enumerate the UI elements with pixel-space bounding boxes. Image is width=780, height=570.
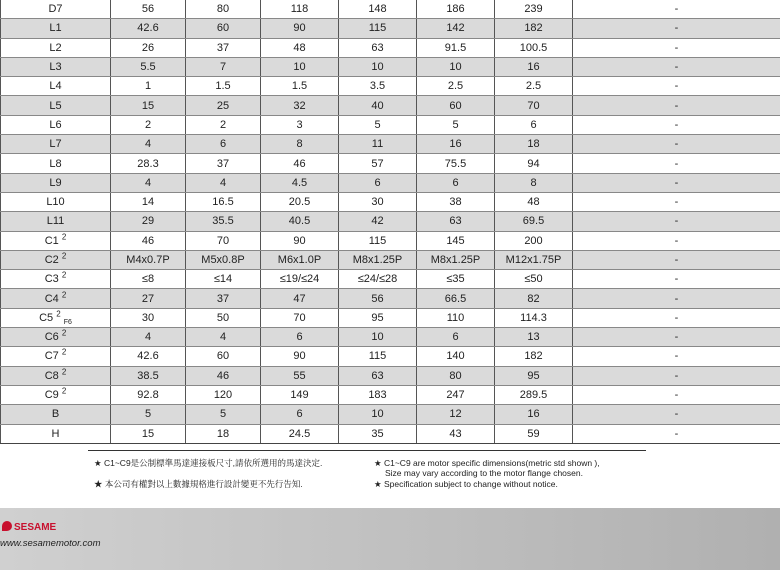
table-cell: - xyxy=(573,115,780,134)
table-cell: 28.3 xyxy=(111,154,186,173)
table-cell: 118 xyxy=(261,0,339,19)
row-label xyxy=(1,405,111,424)
table-cell: 140 xyxy=(417,347,495,366)
row-label xyxy=(1,77,111,96)
table-cell: - xyxy=(573,38,780,57)
row-label xyxy=(1,192,111,211)
row-label xyxy=(1,0,111,19)
table-cell: ≤19/≤24 xyxy=(261,270,339,289)
table-cell: 46 xyxy=(111,231,186,250)
table-cell: - xyxy=(573,289,780,308)
row-label xyxy=(1,289,111,308)
row-label-text: H xyxy=(51,427,60,440)
table-cell: 2 xyxy=(186,115,261,134)
row-label xyxy=(1,231,111,250)
table-row xyxy=(1,192,780,211)
table-cell: - xyxy=(573,366,780,385)
row-label xyxy=(1,308,111,327)
table-cell: 4 xyxy=(111,173,186,192)
table-cell: 42.6 xyxy=(111,347,186,366)
row-label-text: C5 xyxy=(39,311,54,324)
table-cell: 50 xyxy=(186,308,261,327)
table-cell: 18 xyxy=(495,135,573,154)
table-cell: 183 xyxy=(339,385,417,404)
table-cell: 4 xyxy=(111,135,186,154)
table-cell: - xyxy=(573,385,780,404)
table-cell: 32 xyxy=(261,96,339,115)
table-cell: 239 xyxy=(495,0,573,19)
table-cell: - xyxy=(573,192,780,211)
table-cell: 10 xyxy=(339,57,417,76)
table-cell: 10 xyxy=(261,57,339,76)
table-row xyxy=(1,250,780,269)
table-cell: 25 xyxy=(186,96,261,115)
row-label-text: C7 xyxy=(44,350,59,363)
table-cell: 5.5 xyxy=(111,57,186,76)
row-label xyxy=(1,212,111,231)
table-cell: 5 xyxy=(111,405,186,424)
table-cell: 63 xyxy=(417,212,495,231)
table-cell: 1.5 xyxy=(261,77,339,96)
table-cell: 145 xyxy=(417,231,495,250)
table-cell: 115 xyxy=(339,231,417,250)
table-cell: 15 xyxy=(111,424,186,443)
table-cell: 57 xyxy=(339,154,417,173)
table-cell: 29 xyxy=(111,212,186,231)
table-cell: 16.5 xyxy=(186,192,261,211)
table-cell: M12x1.75P xyxy=(495,250,573,269)
table-row xyxy=(1,212,780,231)
row-label-text: D7 xyxy=(48,3,63,16)
row-label-text: C9 xyxy=(44,389,59,402)
table-cell: 26 xyxy=(111,38,186,57)
table-cell: 18 xyxy=(186,424,261,443)
table-cell: 14 xyxy=(111,192,186,211)
row-label-text: C4 xyxy=(44,292,59,305)
table-cell: - xyxy=(573,173,780,192)
table-row xyxy=(1,328,780,347)
row-label xyxy=(1,250,111,269)
row-label-text: C2 xyxy=(44,254,59,266)
website-link[interactable]: www.sesamemotor.com xyxy=(0,538,101,549)
table-cell: ≤24/≤28 xyxy=(339,270,417,289)
table-row xyxy=(1,231,780,250)
row-label xyxy=(1,38,111,57)
table-cell: 70 xyxy=(495,96,573,115)
table-cell: 120 xyxy=(186,385,261,404)
table-cell: 3.5 xyxy=(339,77,417,96)
row-label-text: L2 xyxy=(49,41,62,54)
row-label-superscript: 2 xyxy=(61,386,67,396)
table-cell: 40 xyxy=(339,96,417,115)
row-label-text: B xyxy=(51,408,60,421)
table-cell: 247 xyxy=(417,385,495,404)
table-cell: 56 xyxy=(111,0,186,19)
table-cell: 6 xyxy=(417,173,495,192)
table-cell: - xyxy=(573,77,780,96)
table-cell: 182 xyxy=(495,347,573,366)
row-label xyxy=(1,424,111,443)
table-cell: M6x1.0P xyxy=(261,250,339,269)
row-label xyxy=(1,173,111,192)
table-cell: ≤35 xyxy=(417,270,495,289)
table-cell: 42.6 xyxy=(111,19,186,38)
table-cell: 2 xyxy=(111,115,186,134)
table-cell: - xyxy=(573,308,780,327)
table-row xyxy=(1,135,780,154)
row-label-superscript: 2 xyxy=(61,289,67,299)
table-cell: M8x1.25P xyxy=(339,250,417,269)
table-cell: 66.5 xyxy=(417,289,495,308)
table-cell: 30 xyxy=(111,308,186,327)
row-label xyxy=(1,135,111,154)
row-label-text: L7 xyxy=(49,138,62,151)
table-cell: 186 xyxy=(417,0,495,19)
table-cell: 70 xyxy=(261,308,339,327)
table-cell: 48 xyxy=(495,192,573,211)
table-cell: 35.5 xyxy=(186,212,261,231)
row-label-text: L8 xyxy=(49,157,62,170)
table-row xyxy=(1,77,780,96)
table-row xyxy=(1,154,780,173)
table-cell: 63 xyxy=(339,366,417,385)
row-label-superscript: 2 xyxy=(61,270,67,280)
row-label-text: L5 xyxy=(49,99,62,112)
table-cell: 5 xyxy=(339,115,417,134)
table-row xyxy=(1,173,780,192)
table-cell: 5 xyxy=(417,115,495,134)
table-row xyxy=(1,38,780,57)
row-label xyxy=(1,270,111,289)
table-row xyxy=(1,57,780,76)
row-label-text: C6 xyxy=(44,331,59,344)
table-cell: 6 xyxy=(495,115,573,134)
table-cell: 80 xyxy=(186,0,261,19)
table-row xyxy=(1,0,780,19)
table-cell: 10 xyxy=(339,328,417,347)
table-cell: - xyxy=(573,250,780,269)
table-cell: 92.8 xyxy=(111,385,186,404)
row-label xyxy=(1,347,111,366)
note-zh-1: ★ C1~C9是公制標準馬達連接板尺寸,請依所選用的馬達決定. xyxy=(94,458,323,468)
row-label-text: L10 xyxy=(46,196,65,209)
table-cell: - xyxy=(573,424,780,443)
table-cell: 80 xyxy=(417,366,495,385)
table-row xyxy=(1,115,780,134)
row-label xyxy=(1,57,111,76)
table-cell: 55 xyxy=(261,366,339,385)
table-cell: 59 xyxy=(495,424,573,443)
table-cell: 42 xyxy=(339,212,417,231)
row-label xyxy=(1,19,111,38)
table-cell: 114.3 xyxy=(495,308,573,327)
table-row xyxy=(1,270,780,289)
table-cell: 94 xyxy=(495,154,573,173)
table-cell: 4 xyxy=(111,328,186,347)
table-cell: 46 xyxy=(186,366,261,385)
table-cell: - xyxy=(573,347,780,366)
row-label-subscript: F6 xyxy=(63,319,72,327)
note-en-1-cont: Size may vary according to the motor flange chosen. xyxy=(385,468,583,478)
table-cell: 46 xyxy=(261,154,339,173)
note-zh-2: ★ 本公司有權對以上數據規格進行設計變更不先行告知. xyxy=(94,479,303,489)
row-label-text: L9 xyxy=(49,176,62,189)
table-cell: 16 xyxy=(417,135,495,154)
table-cell: 47 xyxy=(261,289,339,308)
table-cell: 2.5 xyxy=(495,77,573,96)
table-cell: 10 xyxy=(339,405,417,424)
row-label xyxy=(1,115,111,134)
table-cell: 13 xyxy=(495,328,573,347)
table-cell: 8 xyxy=(495,173,573,192)
row-label xyxy=(1,154,111,173)
table-cell: 95 xyxy=(495,366,573,385)
row-label-text: L1 xyxy=(49,22,62,35)
table-cell: 7 xyxy=(186,57,261,76)
table-cell: 38.5 xyxy=(111,366,186,385)
table-cell: - xyxy=(573,154,780,173)
table-cell: 115 xyxy=(339,347,417,366)
table-cell: - xyxy=(573,0,780,19)
table-cell: 38 xyxy=(417,192,495,211)
table-row xyxy=(1,308,780,327)
table-row xyxy=(1,347,780,366)
table-cell: 4 xyxy=(186,328,261,347)
row-label-superscript: 2 xyxy=(61,367,67,377)
row-label-text: C3 xyxy=(44,273,59,286)
table-cell: 4 xyxy=(186,173,261,192)
spec-table-body xyxy=(1,0,780,443)
brand-logo xyxy=(2,521,56,533)
brand-name: SESAME xyxy=(14,522,57,533)
table-cell: 82 xyxy=(495,289,573,308)
table-cell: 16 xyxy=(495,405,573,424)
table-row xyxy=(1,96,780,115)
table-cell: - xyxy=(573,328,780,347)
table-cell: - xyxy=(573,57,780,76)
table-cell: 37 xyxy=(186,289,261,308)
table-cell: 56 xyxy=(339,289,417,308)
table-cell: 4.5 xyxy=(261,173,339,192)
table-cell: - xyxy=(573,19,780,38)
row-label xyxy=(1,385,111,404)
table-cell: 90 xyxy=(261,347,339,366)
notes-divider xyxy=(88,450,646,451)
table-cell: 37 xyxy=(186,154,261,173)
table-cell: 10 xyxy=(417,57,495,76)
table-cell: 1.5 xyxy=(186,77,261,96)
row-label-superscript: 2 xyxy=(61,328,67,338)
row-label-text: L6 xyxy=(49,118,62,131)
table-cell: ≤50 xyxy=(495,270,573,289)
table-cell: 69.5 xyxy=(495,212,573,231)
table-cell: - xyxy=(573,405,780,424)
table-cell: 60 xyxy=(186,19,261,38)
table-cell: 100.5 xyxy=(495,38,573,57)
row-label-superscript: 2 xyxy=(61,251,67,261)
table-cell: 37 xyxy=(186,38,261,57)
table-cell: 15 xyxy=(111,96,186,115)
row-label xyxy=(1,96,111,115)
table-cell: 5 xyxy=(186,405,261,424)
table-cell: 149 xyxy=(261,385,339,404)
table-cell: 95 xyxy=(339,308,417,327)
sesame-logo-icon xyxy=(2,521,12,531)
table-cell: ≤8 xyxy=(111,270,186,289)
row-label-text: L3 xyxy=(49,61,62,74)
table-cell: 6 xyxy=(261,405,339,424)
row-label-text: C1 xyxy=(44,234,59,247)
table-cell: 182 xyxy=(495,19,573,38)
table-cell: 40.5 xyxy=(261,212,339,231)
table-cell: 16 xyxy=(495,57,573,76)
table-cell: 30 xyxy=(339,192,417,211)
table-cell: 60 xyxy=(417,96,495,115)
table-cell: 11 xyxy=(339,135,417,154)
table-cell: 70 xyxy=(186,231,261,250)
table-cell: 63 xyxy=(339,38,417,57)
table-cell: 20.5 xyxy=(261,192,339,211)
table-cell: 289.5 xyxy=(495,385,573,404)
row-label-text: L4 xyxy=(49,80,62,93)
note-en-1: ★ C1~C9 are motor specific dimensions(metric std shown ), xyxy=(374,458,600,468)
table-row xyxy=(1,405,780,424)
table-cell: M8x1.25P xyxy=(417,250,495,269)
table-cell: 6 xyxy=(417,328,495,347)
table-row xyxy=(1,289,780,308)
row-label-text: C8 xyxy=(44,369,59,382)
table-cell: M4x0.7P xyxy=(111,250,186,269)
row-label-superscript: 2 xyxy=(61,347,67,357)
table-cell: 24.5 xyxy=(261,424,339,443)
table-cell: 2.5 xyxy=(417,77,495,96)
table-cell: 6 xyxy=(339,173,417,192)
table-cell: 12 xyxy=(417,405,495,424)
table-cell: 75.5 xyxy=(417,154,495,173)
table-cell: - xyxy=(573,270,780,289)
row-label-text: L11 xyxy=(46,215,65,228)
note-en-2: ★ Specification subject to change without notice. xyxy=(374,479,558,489)
row-label xyxy=(1,366,111,385)
table-cell: - xyxy=(573,96,780,115)
table-cell: 110 xyxy=(417,308,495,327)
table-cell: 48 xyxy=(261,38,339,57)
table-cell: 90 xyxy=(261,19,339,38)
table-cell: 35 xyxy=(339,424,417,443)
table-cell: 8 xyxy=(261,135,339,154)
table-cell: 27 xyxy=(111,289,186,308)
table-row xyxy=(1,366,780,385)
row-label-superscript: 2 xyxy=(61,232,67,242)
table-cell: 1 xyxy=(111,77,186,96)
table-cell: ≤14 xyxy=(186,270,261,289)
table-cell: 142 xyxy=(417,19,495,38)
table-cell: 200 xyxy=(495,231,573,250)
table-cell: 115 xyxy=(339,19,417,38)
table-cell: 148 xyxy=(339,0,417,19)
table-cell: 6 xyxy=(186,135,261,154)
table-row xyxy=(1,385,780,404)
table-cell: - xyxy=(573,212,780,231)
row-label-superscript: 2 xyxy=(56,309,61,319)
table-cell: - xyxy=(573,135,780,154)
table-cell: 6 xyxy=(261,328,339,347)
table-cell: M5x0.8P xyxy=(186,250,261,269)
table-cell: 90 xyxy=(261,231,339,250)
table-row xyxy=(1,424,780,443)
table-row xyxy=(1,19,780,38)
footer-band xyxy=(0,508,780,570)
table-cell: - xyxy=(573,231,780,250)
table-cell: 91.5 xyxy=(417,38,495,57)
table-cell: 43 xyxy=(417,424,495,443)
table-cell: 60 xyxy=(186,347,261,366)
table-cell: 3 xyxy=(261,115,339,134)
row-label xyxy=(1,328,111,347)
